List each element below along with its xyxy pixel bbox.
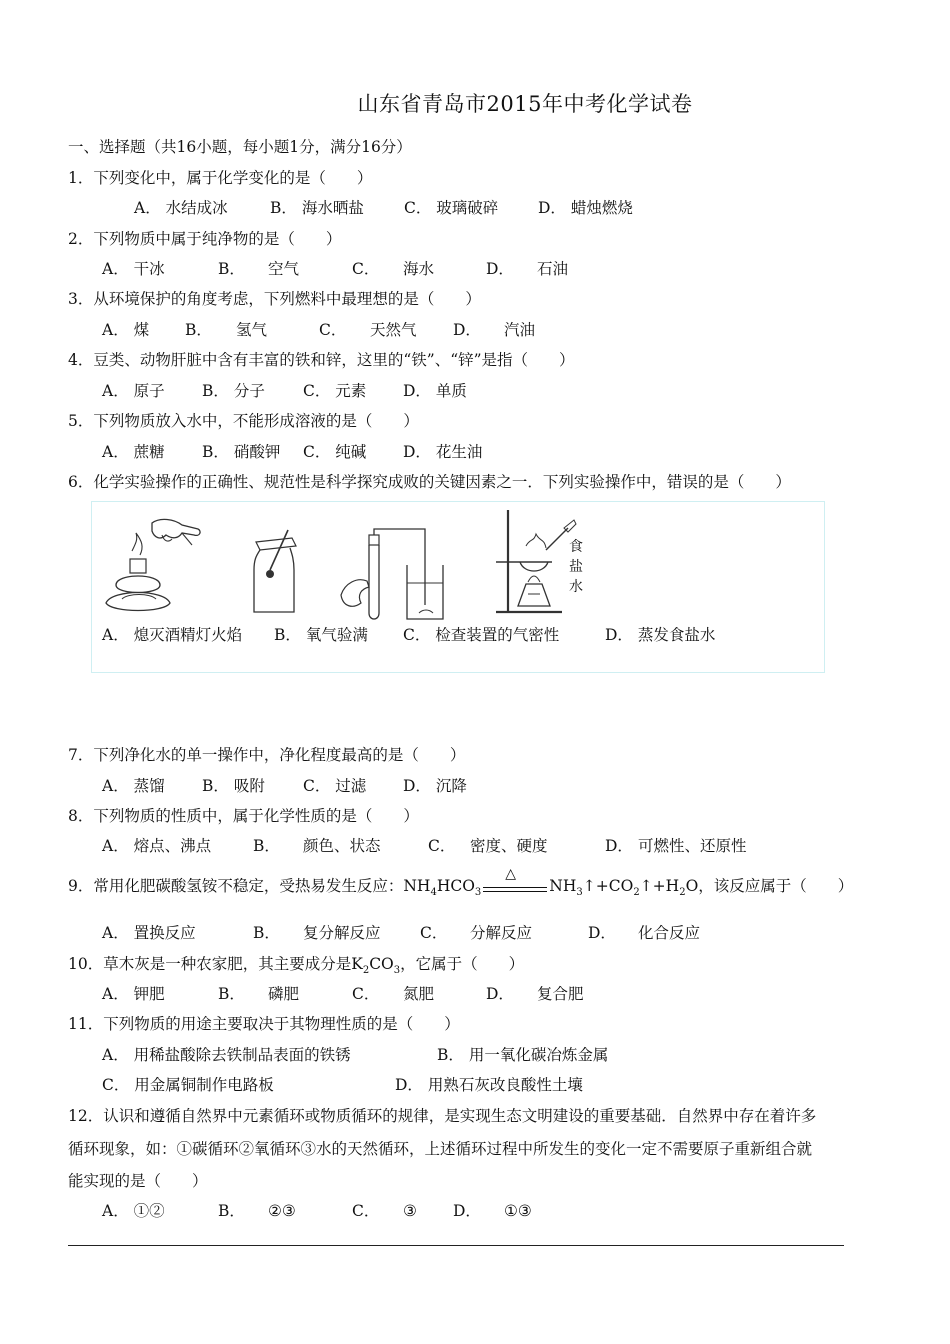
footer-divider [68,1245,844,1246]
q12-option-c-text: ③ [403,1202,417,1220]
q10-option-c-text: 氮肥 [403,985,435,1003]
question-6-stem: 6．化学实验操作的正确性、规范性是科学探究成败的关键因素之一．下列实验操作中，错误的是（ ） [68,473,791,491]
q12-option-a: A． ①② [102,1202,165,1220]
q10-option-b-text: 磷肥 [268,985,300,1003]
q8-option-c-text: 密度、硬度 [470,837,548,855]
q2-option-c-text: 海水 [403,260,435,278]
q9-option-d-text: 化合反应 [638,924,701,942]
page-title: 山东省青岛市2015年中考化学试卷 [357,92,693,116]
q4-option-c: C． 元素 [303,382,367,400]
question-4-stem: 4．豆类、动物肝脏中含有丰富的铁和锌，这里的“铁”、“锌”是指（ ） [68,351,575,369]
q6-option-c: C． 检查装置的气密性 [403,626,560,644]
q2-option-d-letter: D． [486,260,514,278]
q3-option-c-text: 天然气 [370,321,417,339]
question-7-stem: 7．下列净化水的单一操作中，净化程度最高的是（ ） [68,746,466,764]
q8-option-a: A． 熔点、沸点 [102,837,212,855]
question-9-stem: 9．常用化肥碳酸氢铵不稳定，受热易发生反应：$NH_4HCO_3$ △ $NH_3↑+CO_2↑+H_2O$，该反应属于（ ） [68,866,854,899]
q5-option-d: D． 花生油 [403,443,483,461]
q7-option-a: A． 蒸馏 [102,777,165,795]
q4-option-d: D． 单质 [403,382,467,400]
q12-option-d-text: ①③ [504,1202,532,1220]
q1-option-b: B． 海水晒盐 [270,199,364,217]
q5-option-c: C． 纯碱 [303,443,367,461]
q7-option-c: C． 过滤 [303,777,367,795]
question-2-stem: 2．下列物质中属于纯净物的是（ ） [68,230,342,248]
q10-option-a: A． 钾肥 [102,985,165,1003]
q3-option-b-letter: B． [185,321,212,339]
q7-option-b: B． 吸附 [202,777,265,795]
question-3-stem: 3．从环境保护的角度考虑，下列燃料中最理想的是（ ） [68,290,481,308]
alcohol-lamp-figure [102,515,212,615]
q8-option-b-letter: B． [253,837,280,855]
question-8-stem: 8．下列物质的性质中，属于化学性质的是（ ） [68,807,419,825]
section-heading: 一、选择题（共16小题，每小题1分，满分16分） [68,138,412,156]
q6-option-b: B． 氧气验满 [274,626,368,644]
q8-option-b-text: 颜色、状态 [303,837,381,855]
q3-option-b-text: 氢气 [236,321,268,339]
q2-option-a: A． 干冰 [102,260,165,278]
airtightness-figure [335,525,445,625]
q10-option-b-letter: B． [218,985,245,1003]
question-5-stem: 5．下列物质放入水中，不能形成溶液的是（ ） [68,412,419,430]
q5-option-b: B． 硝酸钾 [202,443,281,461]
question-10-stem: 10．草木灰是一种农家肥，其主要成分是$K_2CO_3$，它属于（ ） [68,955,525,977]
q3-option-d-text: 汽油 [504,321,536,339]
q10-option-d-letter: D． [486,985,514,1003]
q1-option-d: D． 蜡烛燃烧 [538,199,633,217]
salt-water-label-1: 食 [569,539,583,555]
question-11-stem: 11．下列物质的用途主要取决于其物理性质的是（ ） [68,1015,460,1033]
q3-option-c-letter: C． [319,321,347,339]
q12-option-b-text: ②③ [268,1202,296,1220]
q12-option-c-letter: C． [352,1202,380,1220]
oxygen-test-figure [248,520,308,620]
q1-option-a: A． 水结成冰 [134,199,228,217]
q11-option-d: D． 用熟石灰改良酸性土壤 [395,1076,583,1094]
q9-option-c-text: 分解反应 [470,924,533,942]
q7-option-d: D． 沉降 [403,777,467,795]
q10-option-c-letter: C． [352,985,380,1003]
q9-option-b-text: 复分解反应 [303,924,381,942]
q8-option-c-letter: C． [428,837,456,855]
q1-option-c: C． 玻璃破碎 [404,199,499,217]
q6-option-a: A． 熄灭酒精灯火焰 [102,626,243,644]
q8-option-d-text: 可燃性、还原性 [638,837,747,855]
q2-option-c-letter: C． [352,260,380,278]
q2-option-b-letter: B． [218,260,245,278]
q11-option-b: B． 用一氧化碳冶炼金属 [437,1046,609,1064]
salt-water-label-2: 盐 [569,559,583,575]
q9-option-a: A． 置换反应 [102,924,196,942]
salt-water-label-3: 水 [569,579,583,595]
q5-option-a: A． 蔗糖 [102,443,165,461]
question-12-stem-line2: 循环现象，如：①碳循环②氧循环③水的天然循环，上述循环过程中所发生的变化一定不需要原子重新组合就 [68,1140,813,1158]
evaporation-figure [490,508,600,620]
heat-reaction-arrow: △ [481,876,549,896]
q2-option-d-text: 石油 [537,260,569,278]
question-12-stem-line3: 能实现的是（ ） [68,1172,208,1190]
q9-option-c-letter: C． [420,924,448,942]
q9-option-d-letter: D． [588,924,616,942]
q8-option-d-letter: D． [605,837,633,855]
q4-option-a: A． 原子 [102,382,165,400]
q6-option-d: D． 蒸发食盐水 [605,626,716,644]
q12-option-b-letter: B． [218,1202,245,1220]
q2-option-b-text: 空气 [268,260,300,278]
q11-option-c: C． 用金属铜制作电路板 [102,1076,274,1094]
q10-option-d-text: 复合肥 [537,985,584,1003]
q11-option-a: A． 用稀盐酸除去铁制品表面的铁锈 [102,1046,351,1064]
q3-option-d-letter: D． [453,321,481,339]
q4-option-b: B． 分子 [202,382,265,400]
q9-option-b-letter: B． [253,924,280,942]
q12-option-d-letter: D． [453,1202,481,1220]
question-12-stem-line1: 12．认识和遵循自然界中元素循环或物质循环的规律，是实现生态文明建设的重要基础．自然界中存在着许多 [68,1107,817,1125]
q3-option-a: A． 煤 [102,321,150,339]
question-1-stem: 1．下列变化中，属于化学变化的是（ ） [68,169,373,187]
